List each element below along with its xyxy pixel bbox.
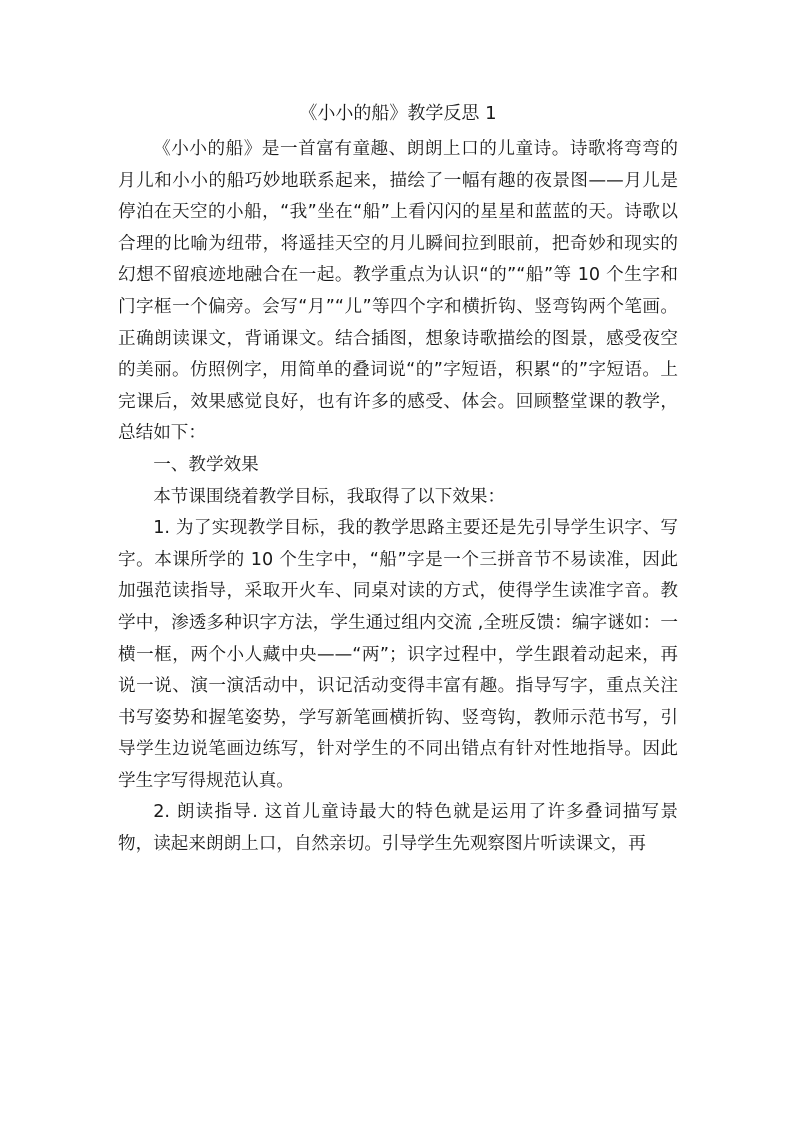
point-2-paragraph: 2. 朗读指导. 这首儿童诗最大的特色就是运用了许多叠词描写景物，读起来朗朗上口，自然亲切。引导学生先观察图片听读课文，再 <box>118 802 678 855</box>
document-page <box>118 103 678 861</box>
intro-paragraph: 《小小的船》是一首富有童趣、朗朗上口的儿童诗。诗歌将弯弯的月儿和小小的船巧妙地联系起来，描绘了一幅有趣的夜景图——月儿是停泊在天空的小船，“我”坐在“船”上看闪闪的星星和蓝蓝的天。诗歌以合理的比喻为纽带，将遥挂天空的月儿瞬间拉到眼前，把奇妙和现实的幻想不留痕迹地融合在一起。教学重点为认识“的”“船”等 10 个生字和门字框一个偏旁。会写“月”“儿”等四个字和横折钩、竖弯钩两个笔画。正确朗读课文，背诵课文。结合插图，想象诗歌描绘的图景，感受夜空的美丽。仿照例字，用简单的叠词说“的”字短语，积累“的”字短语。上完课后，效果感觉良好，也有许多的感受、体会。回顾整堂课的教学，总结如下： <box>118 139 678 444</box>
section-heading: 一、教学效果 <box>153 454 259 475</box>
point-1-paragraph: 1. 为了实现教学目标，我的教学思路主要还是先引导学生识字、写字。本课所学的 10 个生字中，“船”字是一个三拼音节不易读准，因此加强范读指导，采取开火车、同桌对读的方式，使得学生读准字音。教学中，渗透多种识字方法，学生通过组内交流 ,全班反馈：编字谜如：一横一框，两个小人藏中央——“两”；识字过程中，学生跟着动起来，再说一说、演一演活动中，识记活动变得丰富有趣。指导写字，重点关注书写姿势和握笔姿势，学写新笔画横折钩、竖弯钩，教师示范书写，引导学生边说笔画边练写，针对学生的不同出错点有针对性地指导。因此学生字写得规范认真。 <box>118 518 678 791</box>
section-intro-paragraph: 本节课围绕着教学目标，我取得了以下效果： <box>153 486 506 507</box>
document-title: 《小小的船》教学反思 1 <box>299 103 497 124</box>
